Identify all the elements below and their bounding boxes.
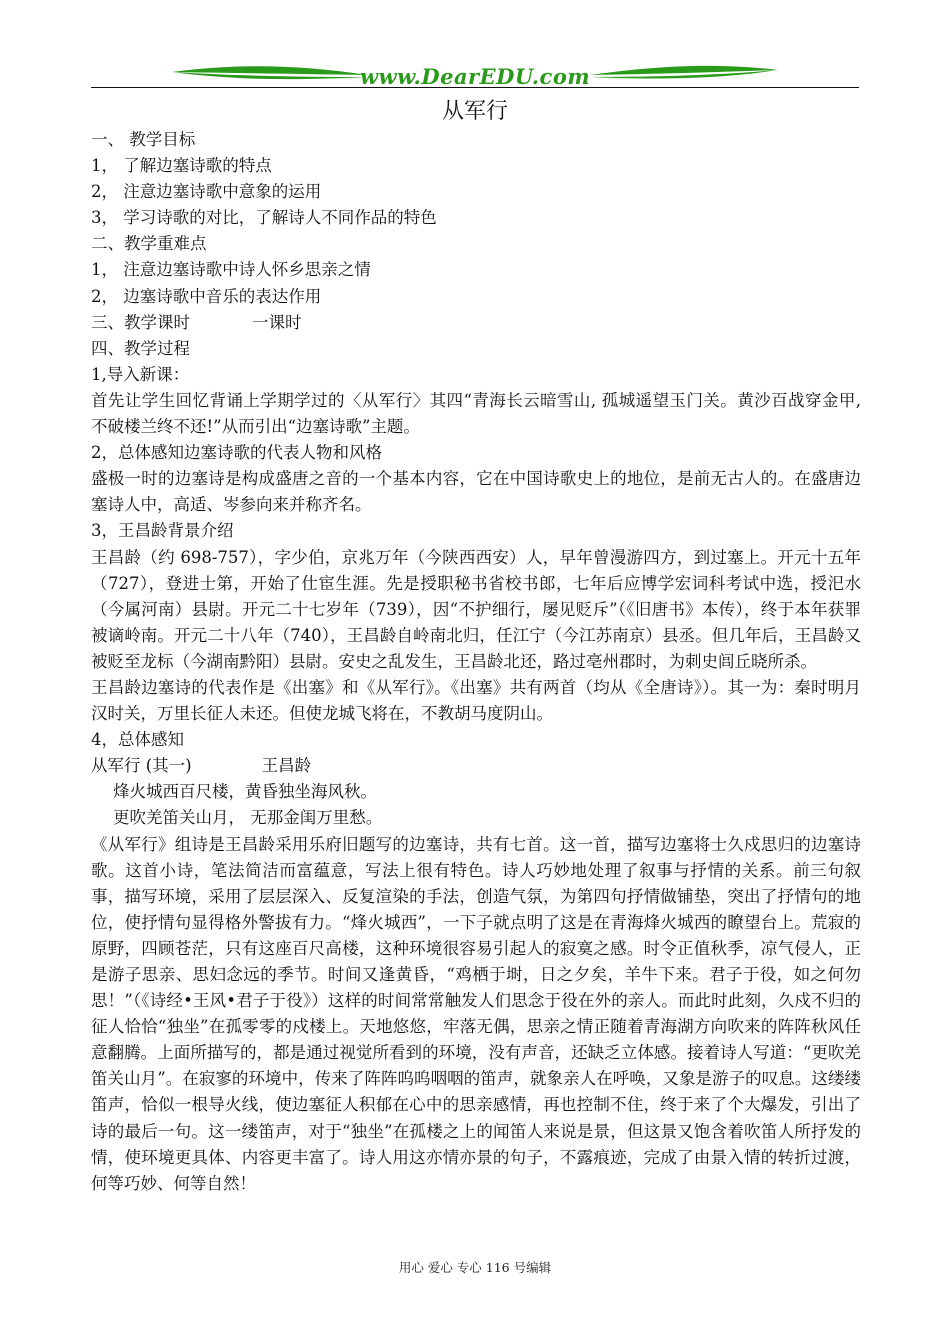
header-rule bbox=[91, 87, 859, 88]
list-item: 2， 注意边塞诗歌中意象的运用 bbox=[91, 182, 322, 202]
list-item: 3， 学习诗歌的对比，了解诗人不同作品的特色 bbox=[91, 208, 437, 228]
site-logo-text: www.DearEDU.com bbox=[359, 64, 591, 89]
page-title: 从军行 bbox=[441, 99, 508, 124]
list-item: 1， 注意边塞诗歌中诗人怀乡思亲之情 bbox=[91, 260, 371, 280]
section-heading-hours bbox=[91, 310, 861, 336]
step-heading: 4，总体感知 bbox=[91, 730, 184, 750]
section-heading: 二、教学重难点 bbox=[91, 234, 207, 254]
paragraph: 首先让学生回忆背诵上学期学过的〈从军行〉其四“青海长云暗雪山, 孤城遥望玉门关。黄沙百战穿金甲, 不破楼兰终不还!”从而引出“边塞诗歌”主题。 bbox=[91, 390, 861, 437]
section-heading: 四、教学过程 bbox=[91, 338, 190, 358]
poem-author: 王昌龄 bbox=[261, 756, 312, 776]
paragraph: 王昌龄（约 698-757），字少伯，京兆万年（今陕西西安）人，早年曾漫游四方，到过塞上。开元十五年（727），登进士第，开始了仕宦生涯。先是授职秘书省校书郎，七年后应博学宏词科考试中选，授汜水（今属河南）县尉。开元二十七岁年（739），因“不护细行，屡见贬斥”（《旧唐书》本传），终于本年获罪被谪岭南。开元二十八年（740），王昌龄自岭南北归，任江宁（今江苏南京）县丞。但几年后，王昌龄又被贬至龙标（今湖南黔阳）县尉。安史之乱发生，王昌龄北还，路过亳州郡时，为刺史闾丘晓所杀。 bbox=[91, 547, 861, 671]
list-item: 2， 边塞诗歌中音乐的表达作用 bbox=[91, 286, 322, 306]
site-header-banner bbox=[0, 55, 950, 95]
step-heading: 3，王昌龄背景介绍 bbox=[91, 521, 234, 541]
step-heading: 2，总体感知边塞诗歌的代表人物和风格 bbox=[91, 443, 382, 463]
document-body bbox=[91, 127, 861, 1197]
poem-title: 从军行 (其一) bbox=[91, 756, 192, 776]
step-heading: 1,导入新课： bbox=[91, 364, 190, 384]
section-heading: 一、 教学目标 bbox=[91, 130, 196, 149]
page-footer: 用心 爱心 专心 116 号编辑 bbox=[398, 1260, 552, 1275]
paragraph: 盛极一时的边塞诗是构成盛唐之音的一个基本内容，它在中国诗歌史上的地位，是前无古人的。在盛唐边塞诗人中，高适、岑参向来并称齐名。 bbox=[91, 469, 861, 515]
hours-label: 三、教学课时 bbox=[91, 312, 190, 332]
hours-value: 一课时 bbox=[252, 312, 302, 332]
paragraph: 王昌龄边塞诗的代表作是《出塞》和《从军行》。《出塞》共有两首（均从《全唐诗》）。其一为：秦时明月汉时关，万里长征人未还。但使龙城飞将在，不教胡马度阴山。 bbox=[91, 677, 861, 724]
paragraph: 《从军行》组诗是王昌龄采用乐府旧题写的边塞诗，共有七首。这一首，描写边塞将士久戍思归的边塞诗歌。这首小诗，笔法简洁而富蕴意，写法上很有特色。诗人巧妙地处理了叙事与抒情的关系。前三句叙事，描写环境，采用了层层深入、反复渲染的手法，创造气氛，为第四句抒情做铺垫，突出了抒情句的地位，使抒情句显得格外警拔有力。“烽火城西”，一下子就点明了这是在青海烽火城西的瞭望台上。荒寂的原野，四顾苍茫，只有这座百尺高楼，这种环境很容易引起人的寂寞之感。时令正值秋季，凉气侵人，正是游子思亲、思妇念远的季节。时间又逢黄昏，“鸡栖于埘，日之夕矣，羊牛下来。君子于役，如之何勿思！”（《诗经•王风•君子于役》）这样的时间常常触发人们思念于役在外的亲人。而此时此刻，久戍不归的征人恰恰“独坐”在孤零零的戍楼上。天地悠悠，牢落无偶，思亲之情正随着青海湖方向吹来的阵阵秋风任意翻腾。上面所描写的，都是通过视觉所看到的环境，没有声音，还缺乏立体感。接着诗人写道：“更吹羌笛关山月”。在寂寥的环境中，传来了阵阵呜呜咽咽的笛声，就象亲人在呼唤，又象是游子的叹息。这缕缕笛声，恰似一根导火线，使边塞征人积郁在心中的思亲感情，再也控制不住，终于来了个大爆发，引出了诗的最后一句。这一缕笛声，对于“独坐”在孤楼之上的闻笛人来说是景，但这景又饱含着吹笛人所抒发的情，使环境更具体、内容更丰富了。诗人用这亦情亦景的句子，不露痕迹，完成了由景入情的转折过渡，何等巧妙、何等自然！ bbox=[91, 834, 861, 1193]
poem-line: 更吹羌笛关山月， 无那金闺万里愁。 bbox=[113, 808, 383, 828]
list-item: 1， 了解边塞诗歌的特点 bbox=[91, 156, 272, 176]
poem-header bbox=[91, 753, 861, 779]
poem-line: 烽火城西百尺楼，黄昏独坐海风秋。 bbox=[113, 782, 377, 802]
